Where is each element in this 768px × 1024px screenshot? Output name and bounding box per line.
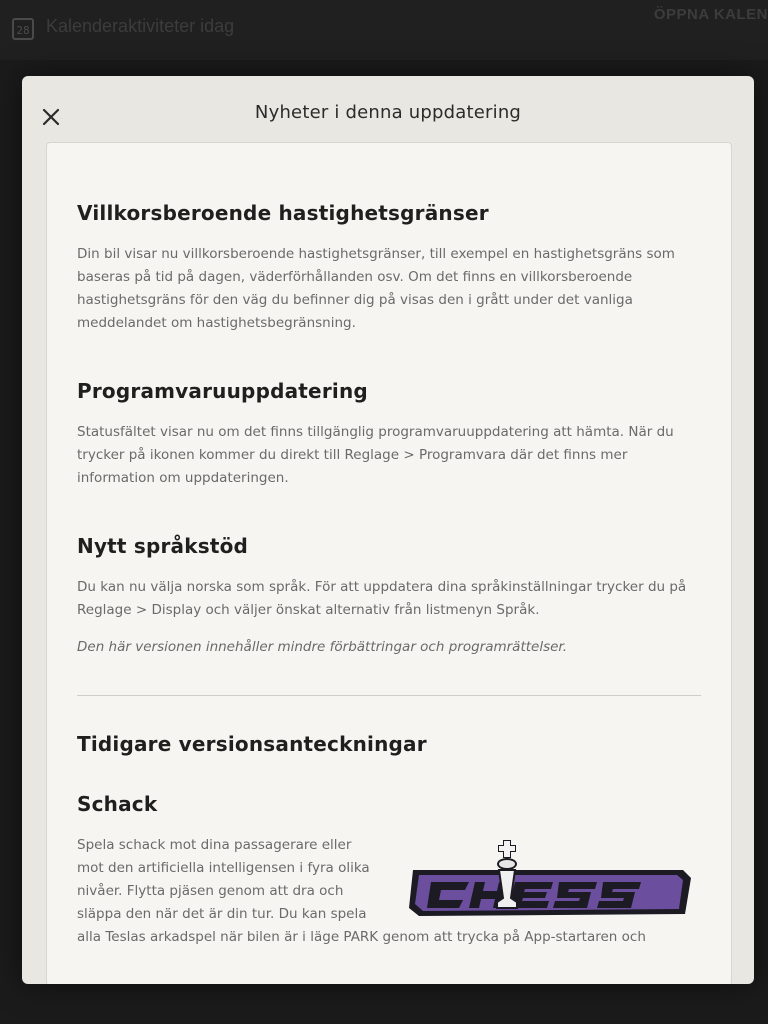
section-body: Du kan nu välja norska som språk. För att uppdatera dina språkinställningar trycker du på Reglage > Display och väljer önskat alternativ från listmenyn Språk. bbox=[77, 579, 687, 618]
earlier-notes-heading: Tidigare versionsanteckningar bbox=[77, 732, 427, 756]
section-language-support bbox=[77, 534, 701, 659]
chess-king-icon bbox=[407, 838, 691, 922]
release-notes-scroll-area[interactable] bbox=[46, 142, 732, 984]
modal-title: Nyheter i denna uppdatering bbox=[254, 102, 522, 123]
section-body: Statusfältet visar nu om det finns tillgänglig programvaruuppdatering att hämta. När du trycker på ikonen kommer du direkt till Reglage > Programvara där det finns mer information om uppdateringen. bbox=[77, 424, 674, 486]
section-body: Din bil visar nu villkorsberoende hastighetsgränser, till exempel en hastighetsgräns som baseras på tid på dagen, väderförhållanden osv. Om det finns en villkorsberoende hastighetsgräns för den väg du befinner dig på visas den i grått under det vanliga meddelandet om hastighetsbegränsning. bbox=[77, 246, 675, 331]
section-body-continued: alla Teslas arkadspel när bilen är i läge PARK genom att trycka på App-startaren och bbox=[77, 929, 646, 945]
section-chess bbox=[77, 792, 701, 949]
open-calendar-button[interactable]: ÖPPNA KALEN bbox=[653, 6, 768, 23]
section-heading: Villkorsberoende hastighetsgränser bbox=[77, 201, 489, 225]
section-note: Den här versionen innehåller mindre förbättringar och programrättelser. bbox=[77, 639, 568, 655]
section-heading: Nytt språkstöd bbox=[77, 534, 249, 558]
section-heading: Programvaruuppdatering bbox=[77, 379, 368, 403]
chess-logo bbox=[407, 838, 691, 922]
release-notes-content bbox=[77, 201, 701, 949]
background-header bbox=[0, 0, 768, 60]
section-speed-limits bbox=[77, 201, 701, 335]
release-notes-modal bbox=[22, 76, 754, 984]
section-body: Spela schack mot dina passagerare eller mot den artificiella intelligensen i fyra olika nivåer. Flytta pjäsen genom att dra och släppa den när det är din tur. Du kan spela bbox=[77, 837, 370, 922]
background-calendar-title: Kalenderaktiviteter idag bbox=[46, 16, 235, 36]
section-heading: Schack bbox=[77, 792, 158, 816]
section-software-update bbox=[77, 379, 701, 490]
modal-header bbox=[22, 76, 754, 138]
calendar-icon: 28 bbox=[12, 18, 34, 40]
divider bbox=[77, 695, 701, 696]
